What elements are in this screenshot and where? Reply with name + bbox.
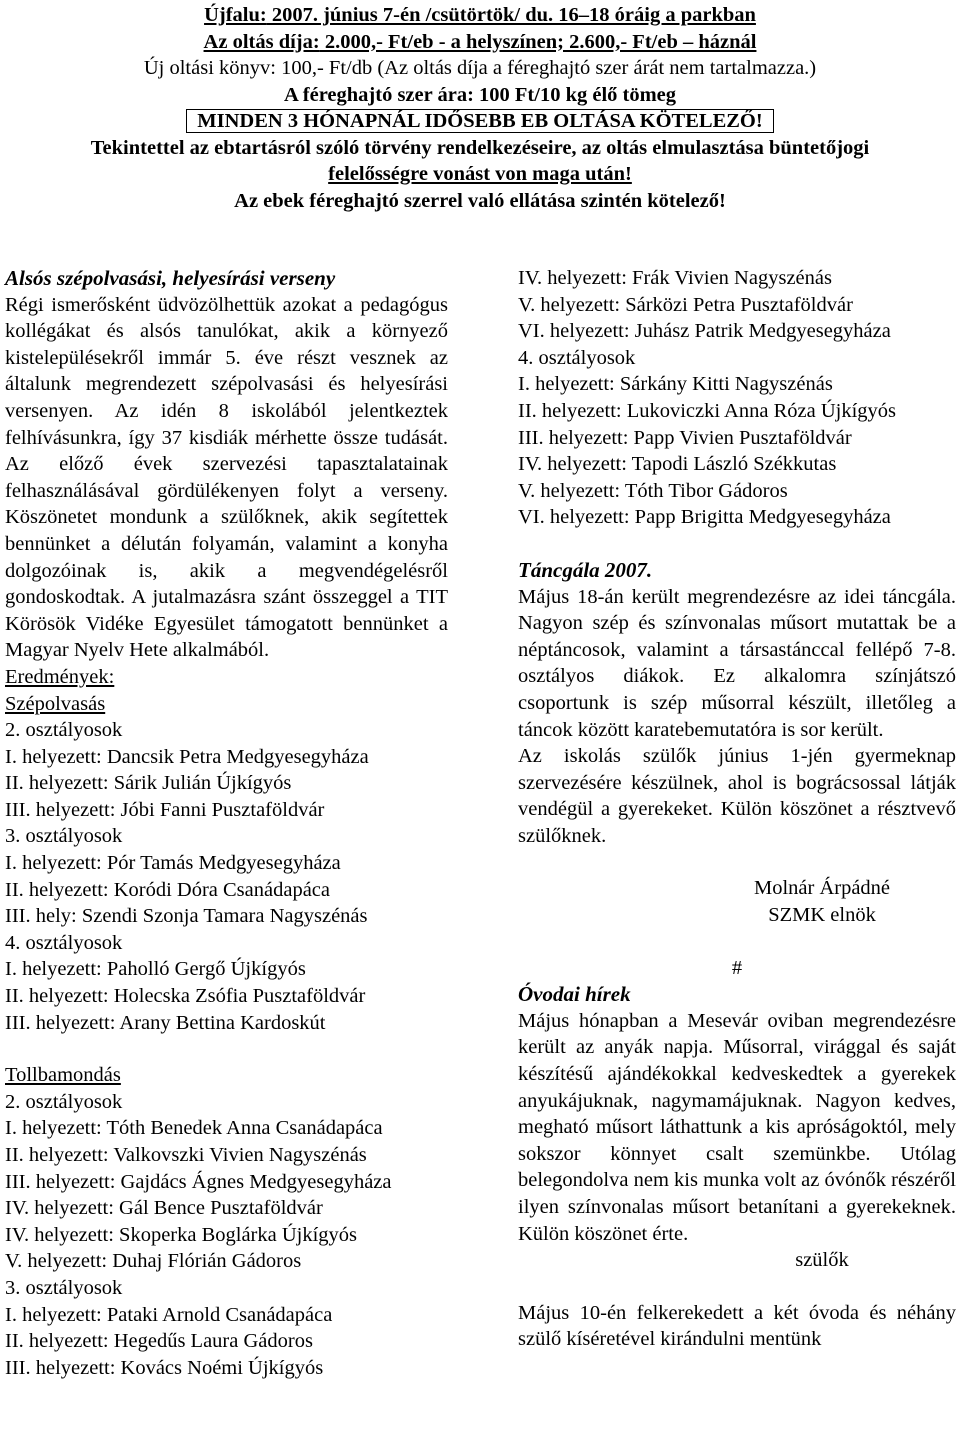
result-line: VI. helyezett: Juhász Patrik Medgyesegyháza: [518, 320, 891, 343]
notice-mandatory-line: [0, 108, 960, 135]
contest-title: Alsós szépolvasási, helyesírási verseny: [5, 266, 336, 290]
notice-price-text: 2.000,- Ft/eb - a helyszínen; 2.600,- Ft/eb – háznál: [319, 30, 757, 53]
result-line: II. helyezett: Hegedűs Laura Gádoros: [5, 1330, 313, 1353]
result-line: III. helyezett: Jóbi Fanni Pusztaföldvár: [5, 798, 325, 821]
right-column: [518, 265, 956, 1353]
result-line: I. helyezett: Dancsik Petra Medgyesegyháza: [5, 745, 369, 768]
result-line: V. helyezett: Duhaj Flórián Gádoros: [5, 1250, 302, 1273]
result-line: IV. helyezett: Tapodi László Székkutas: [518, 453, 837, 476]
reading-results: [5, 717, 448, 1036]
result-line: 4. osztályosok: [5, 931, 123, 954]
signature-name: Molnár Árpádné: [753, 877, 891, 900]
notice-header: [0, 2, 960, 214]
notice-mandatory-box: MINDEN 3 HÓNAPNÁL IDŐSEBB EB OLTÁSA KÖTELEZŐ!: [186, 109, 773, 133]
notice-dewormer-mandatory: Az ebek féreghajtó szerrel való ellátása szintén kötelező!: [234, 189, 726, 212]
spacer: [518, 929, 956, 955]
result-line: IV. helyezett: Frák Vivien Nagyszénás: [518, 267, 832, 289]
result-line: II. helyezett: Koródi Dóra Csanádapáca: [5, 878, 331, 901]
result-line: VI. helyezett: Papp Brigitta Medgyesegyháza: [518, 506, 891, 529]
result-line: I. helyezett: Tóth Benedek Anna Csanádapáca: [5, 1117, 383, 1140]
notice-law-line-2: felelősségre vonást von maga után!: [328, 163, 632, 185]
result-line: II. helyezett: Lukoviczki Anna Róza Újkígyós: [518, 399, 897, 422]
result-line: 4. osztályosok: [518, 346, 636, 369]
result-line: 2. osztályosok: [5, 1090, 123, 1113]
kindergarten-signature: szülők: [795, 1249, 849, 1272]
reading-label: Szépolvasás: [5, 692, 106, 715]
kindergarten-paragraph-1: Május hónapban a Mesevár oviban megrendezésre került az anyák napja. Műsorral, virággal és saját készítésű ajándékokkal kedveskedtek a gyerekek anyukájuknak, nagymamájuknak. Nagyon kedves, megható műsort láthattunk a kis apróságoktól, mely sokszor könnyet csalt szemünkbe. Utólag belegondolva nem kis munka volt az óvónők részéről ilyen színvonalas műsort betanítani a gyerekeknek. Külön köszönet érte.: [518, 1009, 956, 1245]
dance-gala-paragraph-2: Az iskolás szülők június 1-jén gyermeknap szervezésére készülnek, ahol is bográcsossal látják vendégül a gyerekeket. Külön köszönet a résztvevő szülőknek.: [518, 745, 956, 847]
notice-law-line: Tekintettel az ebtartásról szóló törvény rendelkezéseire, az oltás elmulasztása büntetőjogi: [90, 136, 870, 159]
notice-date-line: [0, 2, 960, 29]
result-line: I. helyezett: Pataki Arnold Csanádapáca: [5, 1303, 333, 1326]
results-label: Eredmények:: [5, 665, 115, 688]
kindergarten-news-title: Óvodai hírek: [518, 982, 631, 1007]
section-separator: #: [731, 956, 743, 979]
notice-price-label: Az oltás díja:: [203, 30, 320, 53]
result-line: III. hely: Szendi Szonja Tamara Nagyszénás: [5, 905, 368, 928]
notice-date-text: 2007. június 7-én /csütörtök/ du. 16–18 óráig a parkban: [266, 4, 756, 26]
notice-dewormer-line: A féreghajtó szer ára: 100 Ft/10 kg élő tömeg: [283, 83, 677, 106]
result-line: III. helyezett: Papp Vivien Pusztaföldvár: [518, 426, 852, 449]
result-line: V. helyezett: Tóth Tibor Gádoros: [518, 479, 788, 502]
result-line: II. helyezett: Sárik Julián Újkígyós: [5, 772, 292, 795]
result-line: IV. helyezett: Skoperka Boglárka Újkígyós: [5, 1223, 358, 1246]
notice-location-label: Újfalu:: [204, 4, 267, 26]
result-line: V. helyezett: Sárközi Petra Pusztaföldvár: [518, 293, 853, 316]
result-line: I. helyezett: Pór Tamás Medgyesegyháza: [5, 852, 341, 875]
notice-booklet-line: Új oltási könyv: 100,- Ft/db (Az oltás díja a féreghajtó szer árát nem tartalmazza.): [143, 57, 817, 79]
result-line: 3. osztályosok: [5, 1276, 123, 1299]
result-line: I. helyezett: Paholló Gergő Újkígyós: [5, 958, 306, 981]
result-line: IV. helyezett: Gál Bence Pusztaföldvár: [5, 1197, 323, 1220]
result-line: III. helyezett: Gajdács Ágnes Medgyesegyháza: [5, 1170, 392, 1193]
left-column: [5, 265, 448, 1381]
kindergarten-paragraph-2: Május 10-én felkerekedett a két óvoda és néhány szülő kíséretével kirándulni mentünk: [518, 1301, 956, 1351]
dictation-label: Tollbamondás: [5, 1064, 121, 1087]
dance-gala-paragraph-1: Május 18-án került megrendezésre az idei táncgála. Nagyon szép és színvonalas műsort mutattak be a néptáncosok, valamint a társastánccal fellépő 7-8. osztályos diákok. Ez alkalomra színjátszó csoportunk is szép műsorral készült, illetőleg a táncok között karatebemutatóra is sor került.: [518, 585, 956, 741]
dictation-results: [5, 1089, 448, 1382]
continued-results: [518, 265, 956, 531]
result-line: II. helyezett: Valkovszki Vivien Nagyszénás: [5, 1144, 367, 1166]
result-line: III. helyezett: Kovács Noémi Újkígyós: [5, 1356, 324, 1379]
spacer: [518, 531, 956, 557]
spacer: [5, 1036, 448, 1062]
result-line: 2. osztályosok: [5, 719, 123, 742]
dance-gala-title: Táncgála 2007.: [518, 557, 653, 582]
signature-role: SZMK elnök: [768, 904, 876, 927]
result-line: I. helyezett: Sárkány Kitti Nagyszénás: [518, 373, 833, 396]
spacer: [518, 849, 956, 875]
contest-paragraph: Régi ismerősként üdvözölhettük azokat a pedagógus kollégákat és alsós tanulókat, akik a környező kistelepülésekről immár 5. éve részt vesznek az általunk megrendezett szépolvasási és helyesírási versenyen. Az idén 8 iskolából jelentkeztek felhívásunkra, így 37 kisdiák mérhette össze tudását. Az előző évek szervezési tapasztalatainak felhasználásával gördülékenyen folyt a verseny. Köszönetet mondunk a szülőknek, akik segítettek bennünket a délután folyamán, valamint a konyha dolgozóinak is, akik a megvendégelésről gondoskodtak. A jutalmazásra szánt összeggel a TIT Körösök Vidéke Egyesület támogatott bennünket a Magyar Nyelv Hete alkalmából.: [5, 293, 448, 662]
spacer: [518, 1274, 956, 1300]
result-line: 3. osztályosok: [5, 825, 123, 848]
notice-price-line: [0, 29, 960, 56]
result-line: II. helyezett: Holecska Zsófia Pusztaföldvár: [5, 985, 366, 1008]
result-line: III. helyezett: Arany Bettina Kardoskút: [5, 1011, 326, 1034]
